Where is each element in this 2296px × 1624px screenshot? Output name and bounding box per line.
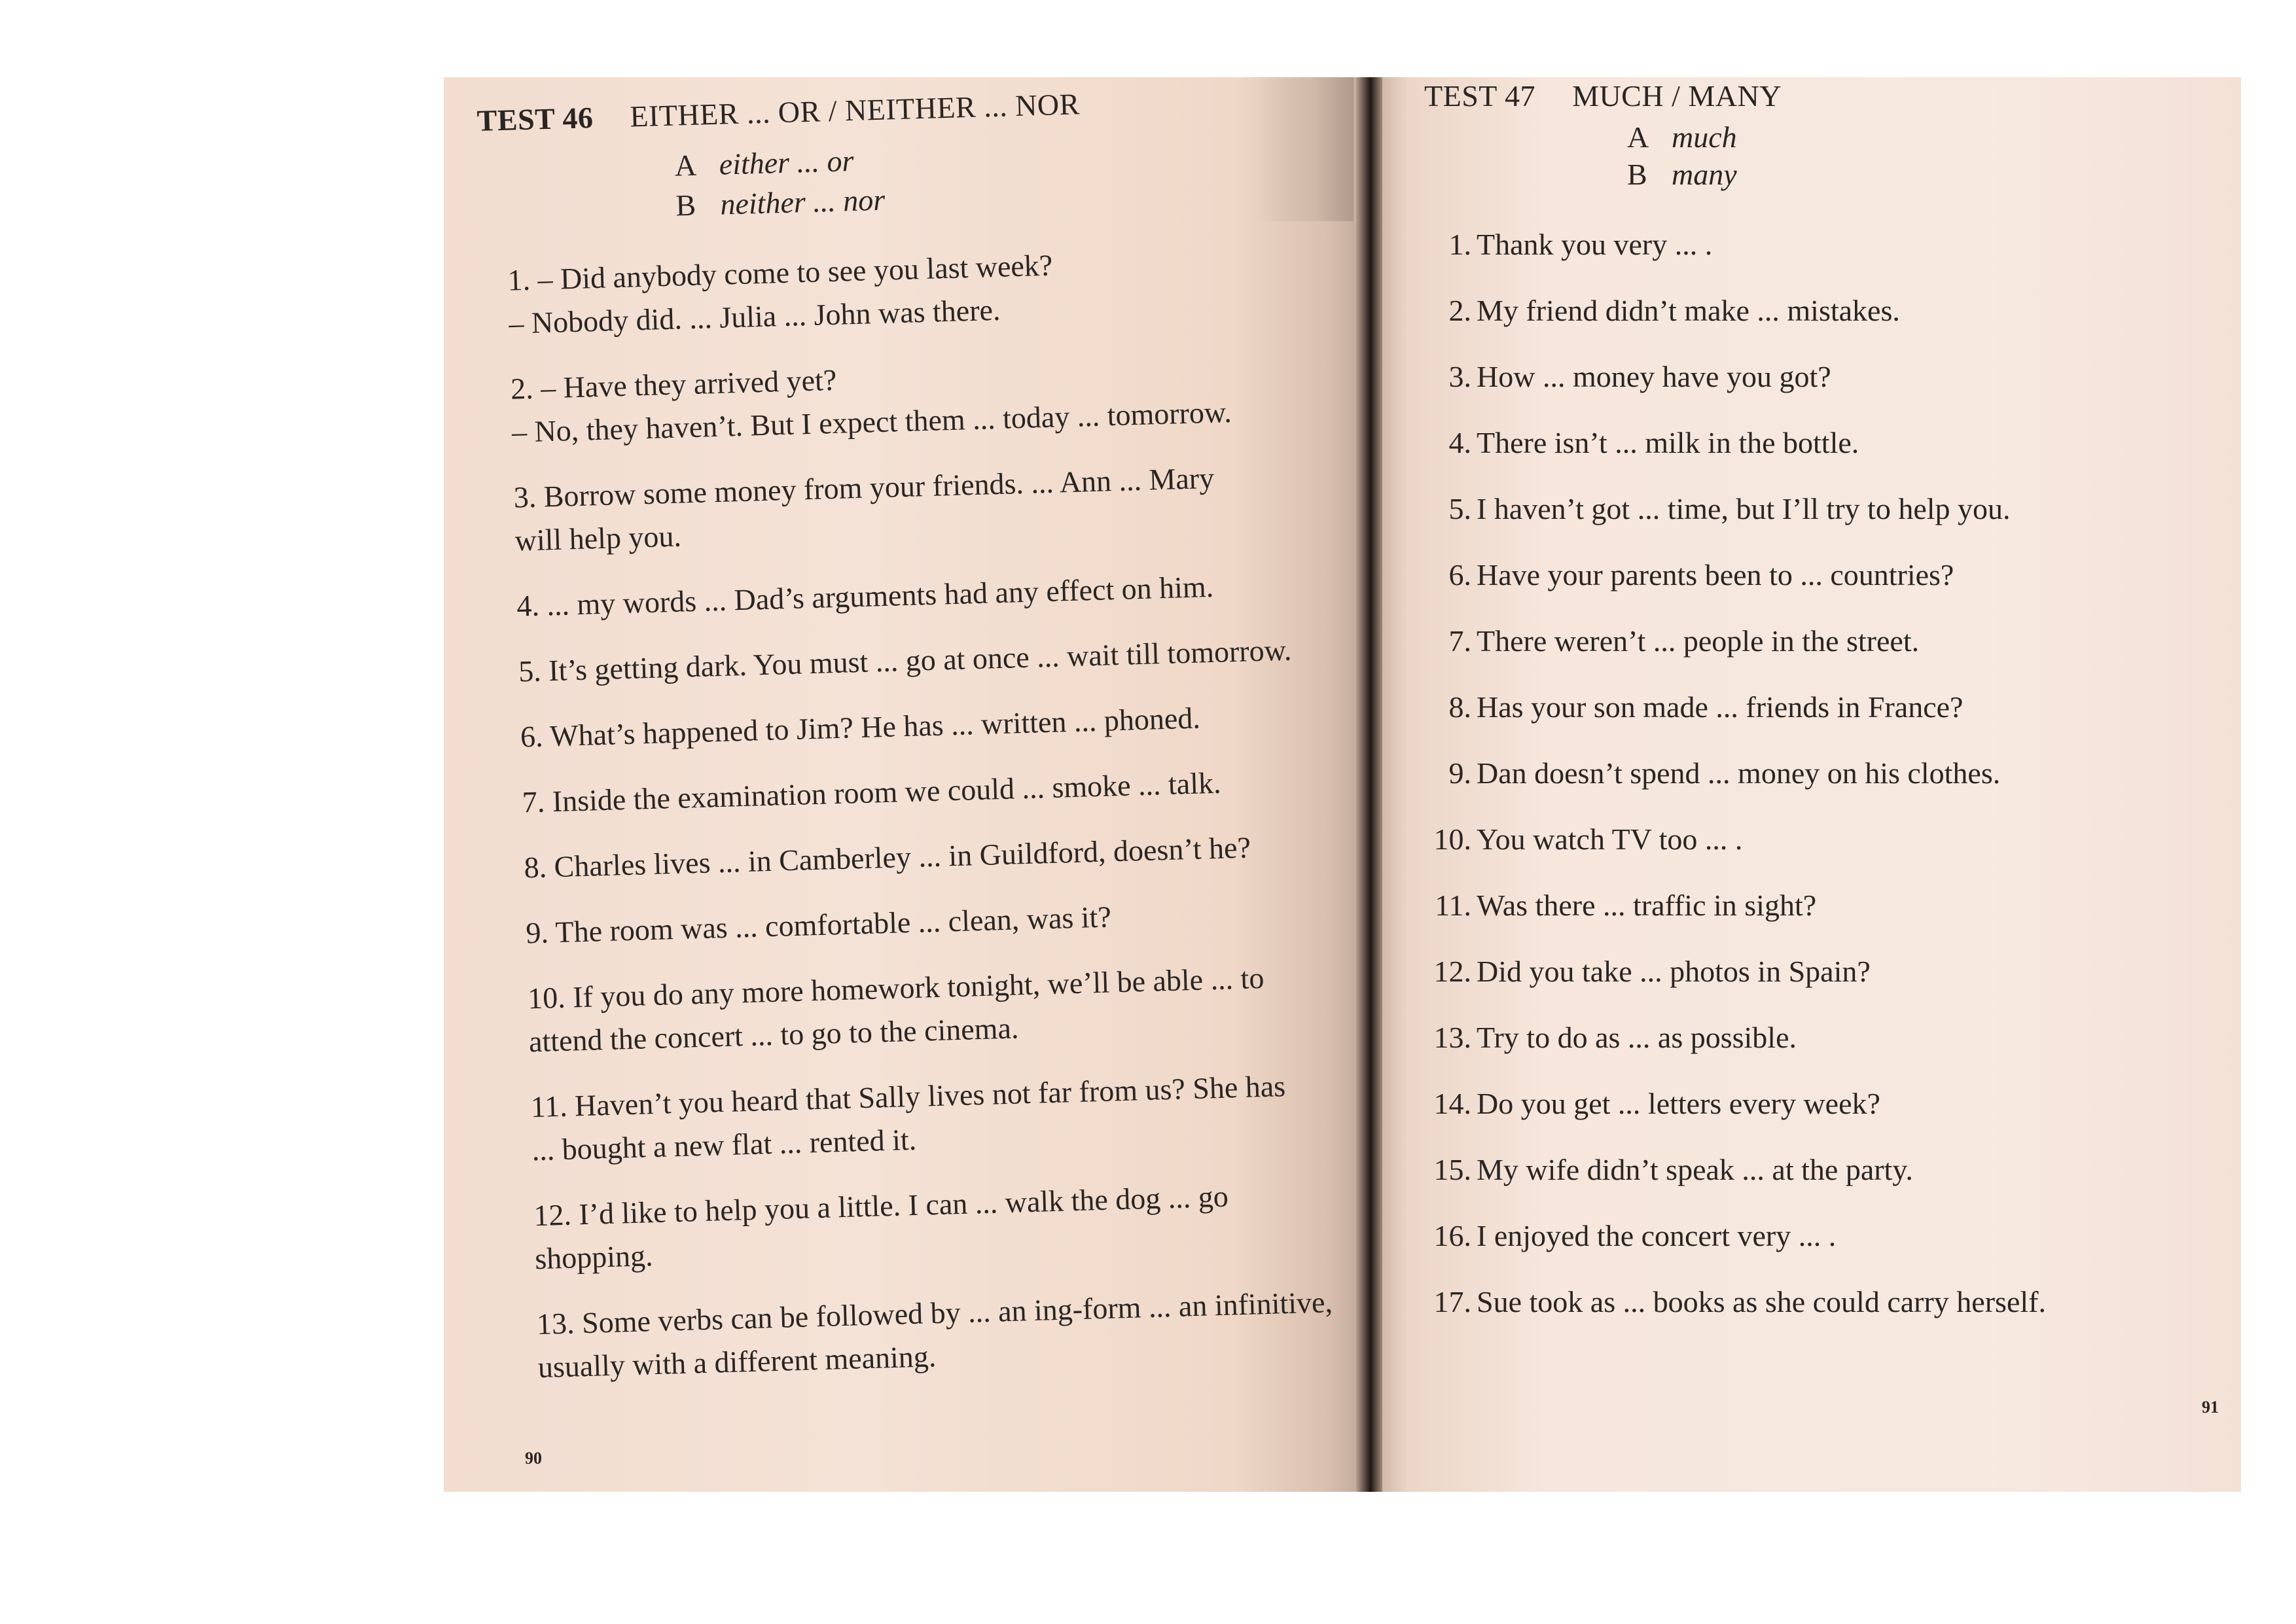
test-47-number: TEST 47 [1424,79,1536,113]
open-book [444,77,2241,1492]
question-number: 15. [1433,1153,1471,1186]
question-12 [533,1171,1373,1280]
question-number: 1. [1448,228,1471,261]
question-line: ... bought a new flat ... rented it. [531,1122,917,1167]
question-13 [536,1279,1376,1389]
question-number: 12. [1433,955,1471,988]
question-5 [518,627,1356,694]
question-text: There weren’t ... people in the street. [1477,624,1920,658]
question-line: 12. I’d like to help you a little. I can ... walk the dog ... go [533,1179,1229,1233]
question-text: Thank you very ... . [1477,228,1713,261]
test-47-section [1424,79,2197,1350]
option-b [1627,157,2197,192]
question-line: attend the concert ... to go to the cinema. [528,1011,1020,1059]
question-line: 5. It’s getting dark. You must ... go at once ... wait till tomorrow. [518,633,1292,688]
question-number: 9. [1448,756,1471,790]
test-47-topic: MUCH / MANY [1572,79,1782,113]
question-7 [1424,624,2197,690]
option-text: either ... or [719,143,855,181]
page-number-left: 90 [525,1449,542,1468]
question-line: 11. Haven’t you heard that Sally lives not far from us? She has [530,1069,1286,1124]
question-1 [1424,227,2197,293]
question-text: I enjoyed the concert very ... . [1477,1219,1837,1252]
question-text: How ... money have you got? [1477,360,1831,393]
question-line: 1. – Did anybody come to see you last week? [507,248,1053,297]
question-text: Did you take ... photos in Spain? [1477,955,1871,988]
question-12 [1424,954,2197,1020]
question-text: Sue took as ... books as she could carry herself. [1477,1285,2046,1318]
question-15 [1424,1152,2197,1218]
question-13 [1424,1020,2197,1086]
question-line: – Nobody did. ... Julia ... John was there. [508,292,1001,340]
question-11 [530,1063,1370,1173]
question-11 [1424,888,2197,954]
question-1 [507,236,1347,345]
question-number: 11. [1435,889,1471,922]
test-46-section [476,79,1376,1412]
question-line: 9. The room was ... comfortable ... clean, was it? [525,900,1112,950]
option-letter: A [674,148,697,183]
question-line: 4. ... my words ... Dad’s arguments had any effect on him. [516,569,1214,623]
option-letter: A [1627,120,1649,154]
question-line: shopping. [534,1239,654,1276]
question-line: will help you. [514,519,682,557]
question-text: You watch TV too ... . [1477,822,1743,856]
question-6 [520,692,1358,759]
question-text: My friend didn’t make ... mistakes. [1477,294,1900,327]
question-number: 5. [1448,492,1471,525]
question-number: 14. [1433,1087,1471,1120]
question-number: 10. [1433,822,1471,856]
question-7 [522,758,1360,824]
question-text: Do you get ... letters every week? [1477,1087,1880,1120]
question-number: 17. [1433,1285,1471,1318]
question-line: 13. Some verbs can be followed by ... an ing-form ... an infinitive, [536,1285,1333,1341]
question-number: 8. [1448,690,1471,724]
question-line: 6. What’s happened to Jim? He has ... written ... phoned. [520,701,1201,754]
question-line: 8. Charles lives ... in Camberley ... in Guildford, doesn’t he? [523,830,1251,885]
question-number: 2. [1448,294,1471,327]
question-line: 3. Borrow some money from your friends. ... Ann ... Mary [513,461,1215,514]
question-10 [527,954,1367,1064]
question-number: 6. [1448,558,1471,591]
test-46-questions [507,236,1376,1389]
question-3 [1424,359,2197,425]
question-3 [513,453,1353,563]
test-46-number: TEST 46 [476,101,594,137]
question-text: Try to do as ... as possible. [1477,1021,1797,1054]
question-14 [1424,1086,2197,1152]
option-letter: B [675,188,696,222]
question-8 [524,823,1362,890]
question-line: 2. – Have they arrived yet? [510,362,837,406]
question-number: 16. [1433,1219,1471,1252]
question-number: 13. [1433,1021,1471,1054]
question-10 [1424,822,2197,888]
question-6 [1424,557,2197,624]
option-letter: B [1627,158,1647,191]
question-9 [526,889,1364,955]
question-text: There isn’t ... milk in the bottle. [1477,426,1859,459]
question-line: 10. If you do any more homework tonight, we’ll be able ... to [527,961,1265,1015]
question-text: Dan doesn’t spend ... money on his clothes. [1477,756,2001,790]
question-17 [1424,1284,2197,1350]
question-5 [1424,491,2197,557]
option-text: many [1672,158,1737,191]
test-47-options [1627,120,2197,192]
question-9 [1424,756,2197,822]
question-text: Was there ... traffic in sight? [1477,889,1817,922]
question-line: usually with a different meaning. [537,1339,937,1385]
page-number-right: 91 [2202,1398,2219,1417]
question-number: 7. [1448,624,1471,658]
question-text: I haven’t got ... time, but I’ll try to help you. [1477,492,2011,525]
question-2 [1424,293,2197,359]
question-text: Have your parents been to ... countries? [1477,558,1954,591]
question-text: Has your son made ... friends in France? [1477,690,1964,724]
test-47-header [1424,79,2197,113]
option-text: much [1672,120,1737,154]
question-8 [1424,690,2197,756]
question-line: – No, they haven’t. But I expect them ... today ... tomorrow. [511,395,1232,449]
question-4 [1424,425,2197,491]
test-46-options [674,130,1344,222]
test-47-questions [1424,227,2197,1350]
option-a [1627,120,2197,154]
question-text: My wife didn’t speak ... at the party. [1477,1153,1913,1186]
question-4 [516,561,1355,628]
option-text: neither ... nor [719,183,886,221]
question-number: 4. [1448,426,1471,459]
question-line: 7. Inside the examination room we could ... smoke ... talk. [522,766,1222,819]
test-46-topic: EITHER ... OR / NEITHER ... NOR [629,87,1081,133]
question-number: 3. [1448,360,1471,393]
question-16 [1424,1218,2197,1284]
question-2 [510,344,1350,454]
